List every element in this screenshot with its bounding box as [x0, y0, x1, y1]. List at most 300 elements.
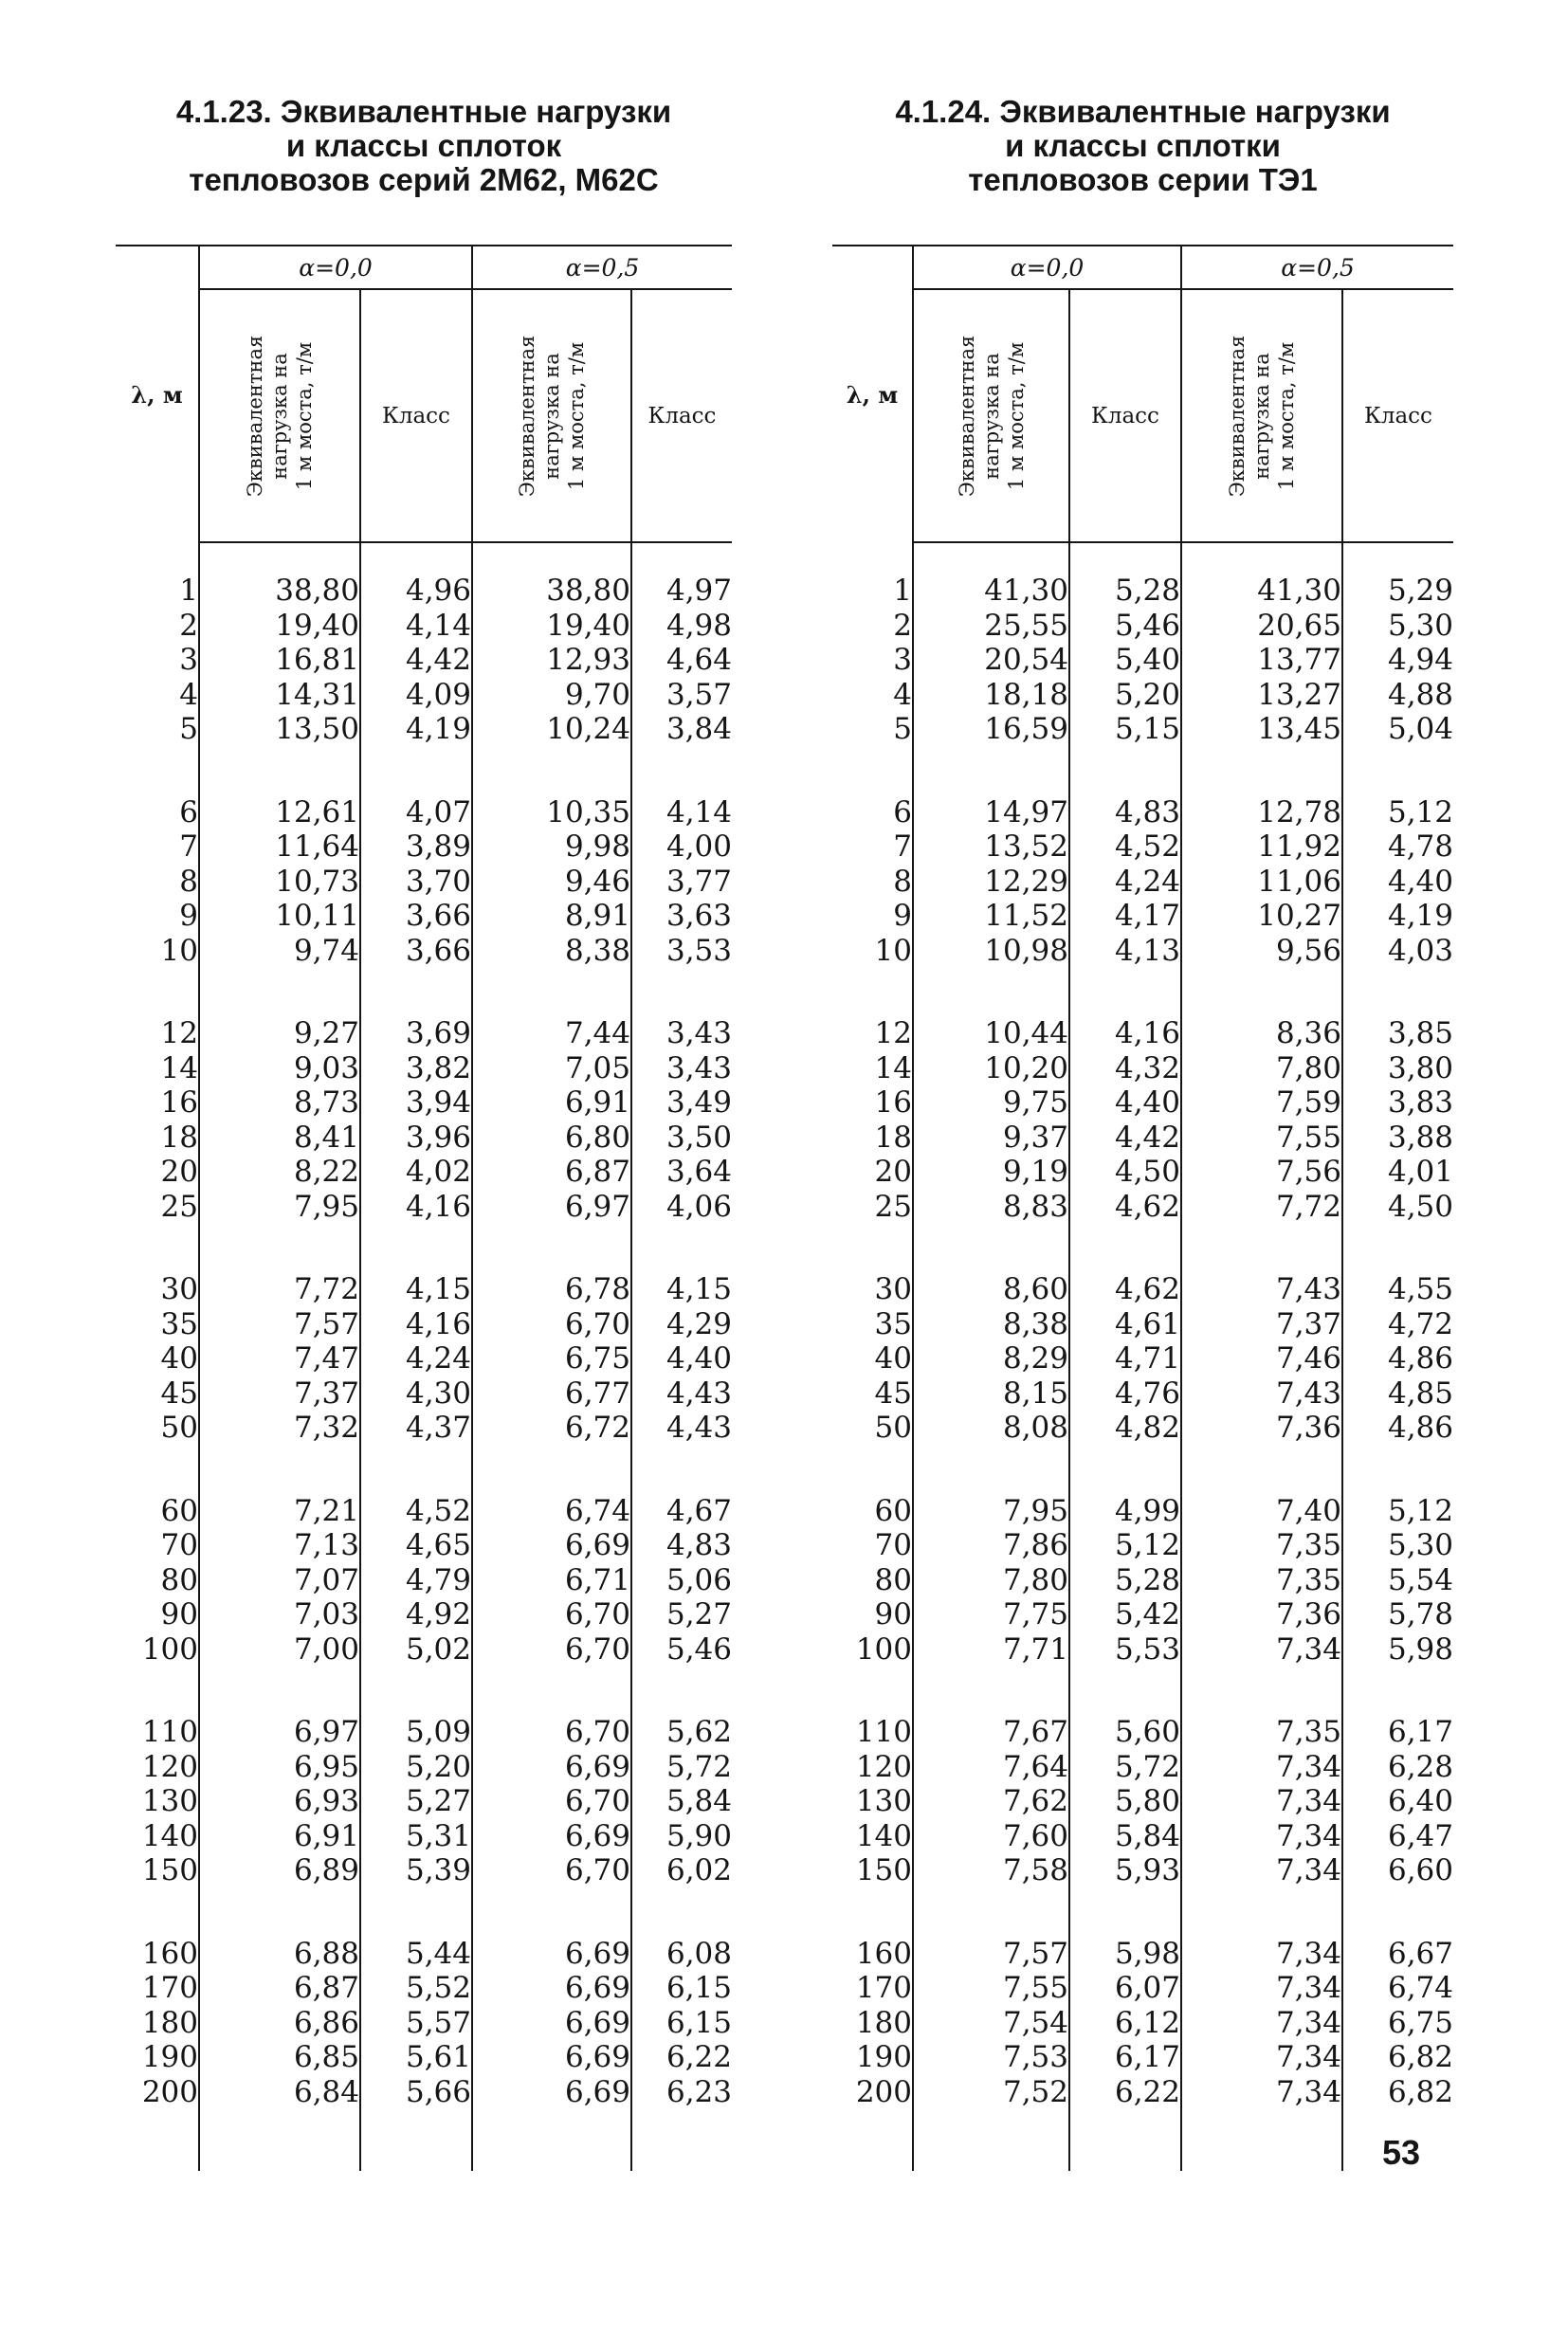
load-alpha-05-cell: 7,34 — [1181, 2075, 1342, 2110]
class-alpha-0-cell: 4,83 — [1069, 795, 1181, 830]
load-alpha-05-cell: 7,59 — [1181, 1085, 1342, 1121]
class-alpha-05-cell: 3,84 — [665, 712, 732, 746]
load-alpha-05-cell: 7,46 — [1181, 1341, 1342, 1376]
load-alpha-0-cell: 20,54 — [913, 643, 1069, 678]
lambda-cell: 2 — [116, 609, 199, 644]
class-alpha-05-cell: 5,06 — [665, 1562, 732, 1597]
table-row — [116, 795, 732, 830]
class-alpha-0-cell: 4,16 — [1069, 1016, 1181, 1051]
class-alpha-05-cell: 6,15 — [665, 2005, 732, 2040]
class-alpha-0-cell: 5,60 — [1069, 1715, 1181, 1750]
class-header-alpha-0: Класс — [360, 289, 472, 542]
load-alpha-0-cell: 7,58 — [913, 1853, 1069, 1888]
load-alpha-0-cell: 7,62 — [913, 1784, 1069, 1819]
load-alpha-05-cell: 7,05 — [472, 1051, 631, 1086]
lambda-cell: 1 — [832, 542, 913, 609]
class-alpha-05-cell: 3,77 — [665, 864, 732, 899]
table-row — [116, 712, 732, 747]
lambda-cell: 30 — [116, 1272, 199, 1307]
class-alpha-05-cell: 4,86 — [1387, 1341, 1453, 1376]
lambda-cell: 7 — [832, 829, 913, 865]
table-row — [116, 1971, 732, 2006]
load-alpha-0-cell: 12,29 — [913, 865, 1069, 900]
table-title — [832, 95, 1453, 197]
table-row — [116, 542, 732, 609]
lambda-cell: 160 — [116, 1937, 199, 1972]
load-alpha-05-cell: 7,37 — [1181, 1307, 1342, 1342]
lambda-cell: 50 — [116, 1411, 199, 1446]
class-alpha-0-cell: 4,07 — [360, 795, 472, 830]
load-alpha-0-cell: 6,86 — [199, 2006, 360, 2041]
class-alpha-05-cell: 6,08 — [665, 1936, 732, 1971]
table-4-1-24-section — [832, 95, 1453, 2171]
load-alpha-0-cell: 6,91 — [199, 1819, 360, 1854]
class-alpha-0-cell: 4,42 — [1069, 1121, 1181, 1156]
class-alpha-0-cell: 4,42 — [360, 643, 472, 678]
load-header-alpha-0: Эквивалентная нагрузка на 1 м моста, т/м — [913, 289, 1069, 542]
class-alpha-0-cell: 4,15 — [360, 1272, 472, 1307]
table-row — [832, 2040, 1453, 2075]
table-row — [116, 1272, 732, 1307]
lambda-cell: 14 — [832, 1051, 913, 1086]
lambda-cell: 16 — [116, 1085, 199, 1121]
table-row — [116, 678, 732, 713]
load-alpha-05-cell: 6,75 — [472, 1341, 631, 1376]
load-alpha-0-cell: 19,40 — [199, 609, 360, 644]
lambda-cell: 3 — [832, 643, 913, 678]
class-alpha-05-cell: 4,19 — [1387, 899, 1453, 933]
load-alpha-05-cell: 7,43 — [1181, 1272, 1342, 1307]
lambda-cell: 35 — [116, 1307, 199, 1342]
class-alpha-0-cell: 4,52 — [1069, 829, 1181, 865]
load-alpha-0-cell: 7,64 — [913, 1750, 1069, 1785]
load-alpha-05-cell: 6,80 — [472, 1121, 631, 1156]
alpha-0-header: α=0,0 — [199, 246, 472, 289]
lambda-cell: 190 — [116, 2040, 199, 2075]
lambda-cell: 20 — [116, 1155, 199, 1190]
group-spacer — [832, 1446, 1453, 1494]
class-alpha-05-cell: 3,88 — [1387, 1120, 1453, 1155]
load-alpha-05-cell: 41,30 — [1181, 542, 1342, 609]
class-alpha-0-cell: 4,24 — [1069, 865, 1181, 900]
class-alpha-05-cell: 6,17 — [1387, 1715, 1453, 1749]
load-header-alpha-0: Эквивалентная нагрузка на 1 м моста, т/м — [199, 289, 360, 542]
lambda-cell: 120 — [116, 1750, 199, 1785]
lambda-cell: 16 — [832, 1085, 913, 1121]
load-alpha-05-cell: 7,34 — [1181, 1853, 1342, 1888]
load-alpha-05-cell: 38,80 — [472, 542, 631, 609]
group-spacer — [116, 1888, 732, 1937]
lambda-cell: 10 — [832, 934, 913, 969]
class-alpha-05-cell: 5,84 — [665, 1784, 732, 1818]
table-tail-spacer — [832, 2109, 1453, 2171]
class-alpha-0-cell: 5,15 — [1069, 712, 1181, 747]
class-alpha-05-cell: 6,28 — [1387, 1749, 1453, 1784]
class-alpha-05-cell: 4,40 — [1387, 864, 1453, 899]
lambda-cell: 2 — [832, 609, 913, 644]
load-alpha-05-cell: 7,34 — [1181, 1750, 1342, 1785]
table-row — [116, 609, 732, 644]
load-alpha-0-cell: 41,30 — [913, 542, 1069, 609]
load-alpha-0-cell: 7,80 — [913, 1563, 1069, 1598]
table-row — [116, 1632, 732, 1668]
load-alpha-05-cell: 11,06 — [1181, 865, 1342, 900]
load-alpha-05-cell: 6,97 — [472, 1190, 631, 1225]
load-alpha-05-cell: 6,69 — [472, 2040, 631, 2075]
load-alpha-05-cell: 12,78 — [1181, 795, 1342, 830]
load-alpha-0-cell: 8,41 — [199, 1121, 360, 1156]
lambda-cell: 1 — [116, 542, 199, 609]
title-line: 4.1.23. Эквивалентные нагрузки — [175, 94, 672, 129]
table-row — [832, 1307, 1453, 1342]
title-line: и классы сплотки — [1005, 128, 1281, 163]
class-alpha-0-cell: 3,69 — [360, 1016, 472, 1051]
load-alpha-05-cell: 6,74 — [472, 1494, 631, 1529]
load-alpha-0-cell: 8,29 — [913, 1341, 1069, 1376]
class-alpha-05-cell: 5,29 — [1387, 574, 1453, 608]
load-alpha-0-cell: 7,86 — [913, 1528, 1069, 1563]
class-alpha-0-cell: 4,62 — [1069, 1190, 1181, 1225]
class-alpha-05-cell: 5,54 — [1387, 1562, 1453, 1597]
class-header-alpha-05: Класс — [1342, 289, 1453, 542]
class-alpha-0-cell: 4,79 — [360, 1563, 472, 1598]
class-alpha-0-cell: 5,40 — [1069, 643, 1181, 678]
lambda-cell: 50 — [832, 1411, 913, 1446]
table-row — [116, 1597, 732, 1632]
table-row — [116, 1376, 732, 1412]
class-alpha-05-cell: 6,75 — [1387, 2005, 1453, 2040]
class-alpha-0-cell: 3,66 — [360, 899, 472, 934]
class-alpha-0-cell: 5,42 — [1069, 1597, 1181, 1632]
table-row — [832, 1272, 1453, 1307]
load-alpha-0-cell: 7,54 — [913, 2006, 1069, 2041]
class-alpha-0-cell: 5,98 — [1069, 1937, 1181, 1972]
load-alpha-0-cell: 7,55 — [913, 1971, 1069, 2006]
table-row — [116, 1341, 732, 1376]
load-alpha-0-cell: 13,52 — [913, 829, 1069, 865]
class-alpha-05-cell: 5,98 — [1387, 1631, 1453, 1667]
class-alpha-0-cell: 3,82 — [360, 1051, 472, 1086]
class-alpha-05-cell: 5,12 — [1387, 1493, 1453, 1528]
table-row — [116, 1307, 732, 1342]
lambda-cell: 18 — [832, 1121, 913, 1156]
load-alpha-05-cell: 6,70 — [472, 1853, 631, 1888]
load-alpha-0-cell: 6,84 — [199, 2075, 360, 2110]
class-alpha-05-cell: 3,85 — [1387, 1016, 1453, 1050]
class-alpha-05-cell: 4,67 — [665, 1493, 732, 1528]
class-alpha-0-cell: 4,62 — [1069, 1272, 1181, 1307]
table-row — [116, 1750, 732, 1785]
load-alpha-05-cell: 13,27 — [1181, 678, 1342, 713]
table-row — [832, 829, 1453, 865]
lambda-cell: 60 — [832, 1494, 913, 1529]
table-row — [832, 934, 1453, 969]
load-alpha-0-cell: 14,31 — [199, 678, 360, 713]
class-header-alpha-0: Класс — [1069, 289, 1181, 542]
class-alpha-0-cell: 5,02 — [360, 1632, 472, 1668]
class-alpha-05-cell: 4,72 — [1387, 1306, 1453, 1341]
table-row — [832, 609, 1453, 644]
lambda-cell: 4 — [116, 678, 199, 713]
class-alpha-05-cell: 4,00 — [665, 829, 732, 864]
table-row — [116, 829, 732, 865]
lambda-cell: 4 — [832, 678, 913, 713]
alpha-05-header: α=0,5 — [1181, 246, 1453, 289]
lambda-cell: 6 — [832, 795, 913, 830]
lambda-cell: 10 — [116, 934, 199, 969]
load-alpha-0-cell: 13,50 — [199, 712, 360, 747]
class-alpha-0-cell: 3,70 — [360, 865, 472, 900]
load-alpha-0-cell: 7,71 — [913, 1632, 1069, 1668]
table-row — [116, 865, 732, 900]
class-alpha-05-cell: 6,23 — [665, 2074, 732, 2109]
class-alpha-05-cell: 5,72 — [665, 1749, 732, 1784]
load-alpha-0-cell: 6,88 — [199, 1937, 360, 1972]
class-alpha-0-cell: 4,16 — [360, 1190, 472, 1225]
table-row — [116, 2075, 732, 2110]
class-alpha-05-cell: 6,82 — [1387, 2040, 1453, 2074]
table-row — [832, 795, 1453, 830]
table-row — [832, 1085, 1453, 1121]
load-alpha-05-cell: 7,36 — [1181, 1411, 1342, 1446]
group-spacer — [832, 1224, 1453, 1272]
class-alpha-05-cell: 4,50 — [1387, 1189, 1453, 1224]
table-row — [116, 934, 732, 969]
class-alpha-05-cell: 6,74 — [1387, 1971, 1453, 2005]
load-header-alpha-05: Эквивалентная нагрузка на 1 м моста, т/м — [472, 289, 631, 542]
equivalent-load-table — [116, 245, 732, 2171]
load-alpha-05-cell: 7,34 — [1181, 1784, 1342, 1819]
class-alpha-05-cell: 6,47 — [1387, 1818, 1453, 1853]
table-row — [116, 1819, 732, 1854]
group-spacer — [116, 747, 732, 795]
load-alpha-05-cell: 8,38 — [472, 934, 631, 969]
class-alpha-05-cell: 4,40 — [665, 1341, 732, 1376]
class-alpha-05-cell: 4,86 — [1387, 1411, 1453, 1445]
load-alpha-05-cell: 6,77 — [472, 1376, 631, 1412]
load-alpha-05-cell: 6,91 — [472, 1085, 631, 1121]
table-tail-spacer — [116, 2109, 732, 2171]
class-alpha-0-cell: 3,89 — [360, 829, 472, 865]
load-alpha-05-cell: 7,34 — [1181, 1937, 1342, 1972]
load-alpha-05-cell: 9,98 — [472, 829, 631, 865]
load-alpha-05-cell: 7,34 — [1181, 1819, 1342, 1854]
table-row — [116, 1155, 732, 1190]
class-alpha-0-cell: 5,61 — [360, 2040, 472, 2075]
load-alpha-0-cell: 8,73 — [199, 1085, 360, 1121]
load-alpha-0-cell: 7,00 — [199, 1632, 360, 1668]
table-row — [116, 2006, 732, 2041]
table-4-1-23-section — [116, 95, 732, 2171]
load-alpha-05-cell: 6,70 — [472, 1632, 631, 1668]
lambda-cell: 170 — [116, 1971, 199, 2006]
class-alpha-0-cell: 3,94 — [360, 1085, 472, 1121]
load-alpha-05-cell: 6,70 — [472, 1784, 631, 1819]
class-alpha-05-cell: 4,85 — [1387, 1376, 1453, 1411]
table-row — [832, 1341, 1453, 1376]
lambda-cell: 150 — [116, 1853, 199, 1888]
class-alpha-0-cell: 5,66 — [360, 2075, 472, 2110]
lambda-header: λ, м — [116, 246, 199, 542]
lambda-cell: 140 — [116, 1819, 199, 1854]
load-alpha-05-cell: 7,35 — [1181, 1528, 1342, 1563]
class-alpha-05-cell: 4,83 — [665, 1528, 732, 1562]
lambda-cell: 9 — [832, 899, 913, 934]
lambda-cell: 7 — [116, 829, 199, 865]
load-alpha-0-cell: 9,27 — [199, 1016, 360, 1051]
lambda-cell: 40 — [116, 1341, 199, 1376]
table-row — [116, 1190, 732, 1225]
table-row — [116, 1937, 732, 1972]
table-row — [832, 865, 1453, 900]
table-row — [116, 1715, 732, 1750]
table-row — [116, 1784, 732, 1819]
table-row — [832, 1494, 1453, 1529]
class-alpha-05-cell: 4,43 — [665, 1376, 732, 1411]
lambda-cell: 40 — [832, 1341, 913, 1376]
group-spacer — [832, 968, 1453, 1016]
load-alpha-05-cell: 9,56 — [1181, 934, 1342, 969]
class-alpha-0-cell: 5,31 — [360, 1819, 472, 1854]
lambda-cell: 180 — [832, 2006, 913, 2041]
table-body — [832, 542, 1453, 2171]
table-row — [116, 1563, 732, 1598]
class-alpha-0-cell: 4,30 — [360, 1376, 472, 1412]
lambda-cell: 190 — [832, 2040, 913, 2075]
load-alpha-0-cell: 8,15 — [913, 1376, 1069, 1412]
table-row — [832, 712, 1453, 747]
class-alpha-05-cell: 3,50 — [665, 1120, 732, 1155]
load-alpha-0-cell: 7,72 — [199, 1272, 360, 1307]
table-row — [832, 1597, 1453, 1632]
load-alpha-0-cell: 7,37 — [199, 1376, 360, 1412]
class-alpha-0-cell: 5,93 — [1069, 1853, 1181, 1888]
load-alpha-0-cell: 11,52 — [913, 899, 1069, 934]
load-alpha-05-cell: 6,72 — [472, 1411, 631, 1446]
table-row — [832, 1155, 1453, 1190]
table-row — [116, 1411, 732, 1446]
load-alpha-0-cell: 9,37 — [913, 1121, 1069, 1156]
group-spacer — [116, 1667, 732, 1715]
table-row — [832, 1190, 1453, 1225]
load-alpha-0-cell: 7,47 — [199, 1341, 360, 1376]
load-alpha-05-cell: 7,34 — [1181, 2006, 1342, 2041]
table-row — [832, 1750, 1453, 1785]
load-alpha-0-cell: 8,60 — [913, 1272, 1069, 1307]
class-header-alpha-05: Класс — [631, 289, 732, 542]
class-alpha-05-cell: 6,67 — [1387, 1936, 1453, 1971]
load-alpha-05-cell: 7,40 — [1181, 1494, 1342, 1529]
load-alpha-0-cell: 7,95 — [913, 1494, 1069, 1529]
table-body — [116, 542, 732, 2171]
class-alpha-05-cell: 5,12 — [1387, 794, 1453, 829]
class-alpha-05-cell: 3,83 — [1387, 1085, 1453, 1120]
load-alpha-05-cell: 7,35 — [1181, 1563, 1342, 1598]
class-alpha-05-cell: 4,64 — [665, 643, 732, 677]
lambda-cell: 3 — [116, 643, 199, 678]
class-alpha-05-cell: 4,55 — [1387, 1272, 1453, 1306]
load-alpha-0-cell: 6,85 — [199, 2040, 360, 2075]
table-row — [116, 643, 732, 678]
group-spacer — [832, 747, 1453, 795]
lambda-cell: 90 — [832, 1597, 913, 1632]
table-row — [832, 1971, 1453, 2006]
load-alpha-0-cell: 11,64 — [199, 829, 360, 865]
group-spacer — [116, 968, 732, 1016]
class-alpha-0-cell: 5,28 — [1069, 542, 1181, 609]
load-alpha-05-cell: 7,43 — [1181, 1376, 1342, 1412]
class-alpha-0-cell: 4,13 — [1069, 934, 1181, 969]
table-row — [832, 1528, 1453, 1563]
load-alpha-0-cell: 18,18 — [913, 678, 1069, 713]
class-alpha-05-cell: 5,30 — [1387, 608, 1453, 643]
load-alpha-0-cell: 9,74 — [199, 934, 360, 969]
load-alpha-05-cell: 10,35 — [472, 795, 631, 830]
lambda-cell: 100 — [116, 1632, 199, 1668]
load-alpha-05-cell: 6,70 — [472, 1715, 631, 1750]
lambda-cell: 20 — [832, 1155, 913, 1190]
lambda-cell: 60 — [116, 1494, 199, 1529]
load-alpha-0-cell: 8,08 — [913, 1411, 1069, 1446]
lambda-cell: 110 — [832, 1715, 913, 1750]
table-row — [832, 1784, 1453, 1819]
lambda-cell: 150 — [832, 1853, 913, 1888]
lambda-cell: 130 — [832, 1784, 913, 1819]
load-alpha-05-cell: 7,36 — [1181, 1597, 1342, 1632]
class-alpha-05-cell: 4,94 — [1387, 643, 1453, 677]
lambda-cell: 30 — [832, 1272, 913, 1307]
table-row — [832, 1051, 1453, 1086]
lambda-cell: 70 — [832, 1528, 913, 1563]
class-alpha-05-cell: 4,01 — [1387, 1155, 1453, 1189]
load-alpha-05-cell: 6,69 — [472, 2006, 631, 2041]
load-alpha-05-cell: 11,92 — [1181, 829, 1342, 865]
class-alpha-0-cell: 4,02 — [360, 1155, 472, 1190]
load-alpha-0-cell: 7,57 — [199, 1307, 360, 1342]
table-row — [832, 1853, 1453, 1888]
table-title — [116, 95, 732, 197]
load-alpha-0-cell: 6,95 — [199, 1750, 360, 1785]
load-header-alpha-05: Эквивалентная нагрузка на 1 м моста, т/м — [1181, 289, 1342, 542]
class-alpha-0-cell: 4,17 — [1069, 899, 1181, 934]
class-alpha-05-cell: 3,80 — [1387, 1050, 1453, 1085]
load-alpha-0-cell: 10,98 — [913, 934, 1069, 969]
class-alpha-0-cell: 4,24 — [360, 1341, 472, 1376]
table-row — [832, 1016, 1453, 1051]
group-spacer — [116, 1446, 732, 1494]
load-alpha-05-cell: 7,80 — [1181, 1051, 1342, 1086]
load-alpha-05-cell: 7,72 — [1181, 1190, 1342, 1225]
lambda-cell: 200 — [116, 2075, 199, 2110]
lambda-cell: 35 — [832, 1307, 913, 1342]
load-alpha-0-cell: 8,83 — [913, 1190, 1069, 1225]
table-row — [832, 1411, 1453, 1446]
equivalent-load-table — [832, 245, 1453, 2171]
lambda-cell: 80 — [116, 1563, 199, 1598]
class-alpha-05-cell: 3,64 — [665, 1155, 732, 1189]
title-line: и классы сплоток — [285, 128, 562, 163]
class-alpha-0-cell: 6,17 — [1069, 2040, 1181, 2075]
class-alpha-05-cell: 4,43 — [665, 1411, 732, 1445]
class-alpha-0-cell: 3,66 — [360, 934, 472, 969]
load-alpha-0-cell: 16,59 — [913, 712, 1069, 747]
lambda-cell: 5 — [116, 712, 199, 747]
class-alpha-05-cell: 6,02 — [665, 1853, 732, 1887]
load-alpha-05-cell: 6,69 — [472, 2075, 631, 2110]
class-alpha-0-cell: 4,09 — [360, 678, 472, 713]
class-alpha-05-cell: 5,30 — [1387, 1528, 1453, 1562]
load-alpha-05-cell: 6,69 — [472, 1750, 631, 1785]
